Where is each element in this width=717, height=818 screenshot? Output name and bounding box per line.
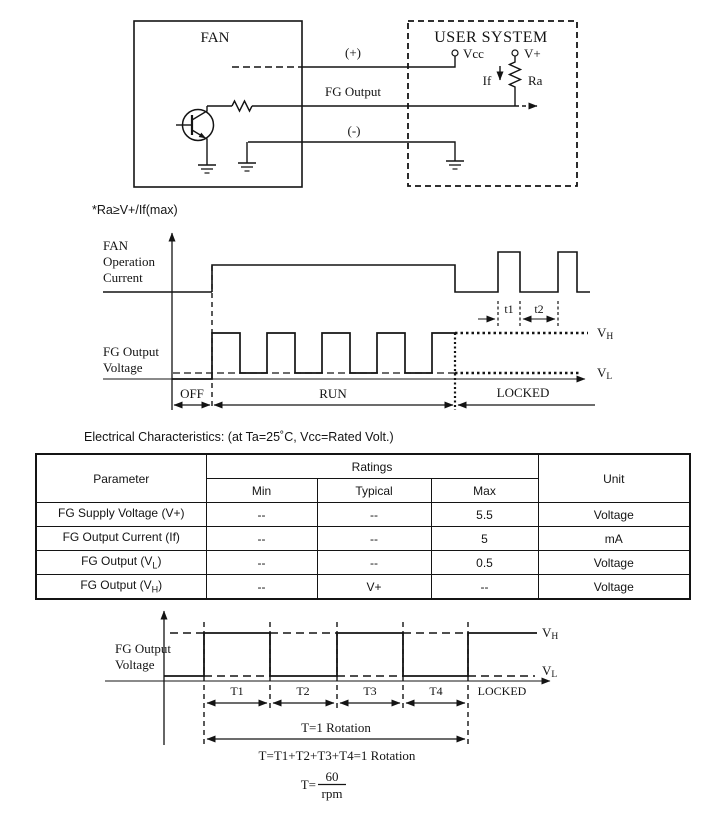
fg-waveform xyxy=(164,633,537,676)
t1-label: t1 xyxy=(504,302,514,316)
t2-period-label: T2 xyxy=(296,684,310,698)
table-row xyxy=(36,575,690,600)
table-title: Electrical Characteristics: (at Ta=25˚C, Vcc=Rated Volt.) xyxy=(84,430,394,444)
vcc-terminal xyxy=(452,50,458,56)
param-cell xyxy=(36,575,206,600)
t1-period-label: T1 xyxy=(230,684,244,698)
vh-label: VH xyxy=(542,625,559,642)
fg-voltage-label-line1: FG Output xyxy=(115,641,171,656)
current-label-line2: Operation xyxy=(103,254,155,269)
max-cell: -- xyxy=(431,575,538,600)
param-text-end: ) xyxy=(157,554,162,569)
table-row xyxy=(36,503,690,527)
min-cell: -- xyxy=(206,575,317,600)
table-row xyxy=(36,551,690,575)
rotation-formula: T=T1+T2+T3+T4=1 Rotation xyxy=(258,748,416,763)
param-cell xyxy=(36,527,206,551)
min-cell: -- xyxy=(206,551,317,575)
electrical-characteristics-table xyxy=(35,453,691,600)
ra-label: Ra xyxy=(528,73,543,88)
run-lock-timing-diagram xyxy=(103,233,613,410)
min-cell: -- xyxy=(206,527,317,551)
vplus-terminal xyxy=(512,50,518,56)
unit-cell: Voltage xyxy=(538,575,690,600)
locked-label: LOCKED xyxy=(496,385,550,400)
locked-label: LOCKED xyxy=(477,684,527,698)
user-system-label: USER SYSTEM xyxy=(434,29,548,46)
run-label: RUN xyxy=(319,386,347,401)
col-header-typical: Typical xyxy=(317,479,431,503)
unit-cell: Voltage xyxy=(538,551,690,575)
rotation-timing-diagram xyxy=(105,611,558,801)
unit-cell: mA xyxy=(538,527,690,551)
param-text: FG Output (V xyxy=(81,554,153,569)
current-label-line1: FAN xyxy=(103,238,129,253)
col-header-min: Min xyxy=(206,479,317,503)
ra-formula-note: *Ra≥V+/If(max) xyxy=(92,203,178,217)
param-cell xyxy=(36,551,206,575)
fg-voltage-label-line2: Voltage xyxy=(115,657,155,672)
param-text: FG Supply Voltage (V+) xyxy=(58,506,185,521)
max-cell: 0.5 xyxy=(431,551,538,575)
param-text-end: ) xyxy=(158,578,163,593)
fraction-numerator: 60 xyxy=(325,769,339,784)
param-text: FG Output Current (If) xyxy=(62,530,180,545)
vcc-label: Vcc xyxy=(463,46,484,61)
unit-cell: Voltage xyxy=(538,503,690,527)
typical-cell: -- xyxy=(317,503,431,527)
vl-label: VL xyxy=(542,663,558,680)
param-cell xyxy=(36,503,206,527)
param-sub: H xyxy=(151,584,159,595)
param-sub: L xyxy=(152,560,158,571)
ground-icon-user-system xyxy=(446,161,464,169)
fraction-denominator: rpm xyxy=(321,786,343,801)
t2-label: t2 xyxy=(534,302,544,316)
col-header-max: Max xyxy=(431,479,538,503)
fg-output-label: FG Output xyxy=(325,84,381,99)
current-waveform xyxy=(212,252,590,292)
typical-cell: V+ xyxy=(317,575,431,600)
fg-voltage-label-line1: FG Output xyxy=(103,344,159,359)
t3-period-label: T3 xyxy=(363,684,377,698)
fan-resistor-icon xyxy=(232,101,252,111)
ra-resistor-icon xyxy=(510,56,521,106)
col-header-unit: Unit xyxy=(538,454,690,503)
minus-label: (-) xyxy=(347,123,361,138)
plus-wire xyxy=(302,56,455,67)
vh-label: VH xyxy=(597,325,614,342)
if-label: If xyxy=(482,73,492,88)
plus-label: (+) xyxy=(345,45,361,60)
fan-label: FAN xyxy=(200,30,230,46)
minus-wire xyxy=(248,142,455,161)
fg-voltage-label-line2: Voltage xyxy=(103,360,143,375)
fg-waveform xyxy=(172,333,455,379)
col-header-ratings: Ratings xyxy=(206,454,538,479)
vplus-label: V+ xyxy=(524,46,541,61)
col-header-parameter: Parameter xyxy=(36,454,206,503)
ground-icon-fan-minus xyxy=(238,163,256,171)
off-label: OFF xyxy=(180,386,204,401)
max-cell: 5 xyxy=(431,527,538,551)
current-label-line3: Current xyxy=(103,270,143,285)
typical-cell: -- xyxy=(317,551,431,575)
max-cell: 5.5 xyxy=(431,503,538,527)
typical-cell: -- xyxy=(317,527,431,551)
emitter-arrow xyxy=(199,133,206,139)
table-row xyxy=(36,527,690,551)
vl-label: VL xyxy=(597,365,613,382)
transistor-icon xyxy=(176,106,214,165)
rotation-span-label: T=1 Rotation xyxy=(301,720,371,735)
min-cell: -- xyxy=(206,503,317,527)
connection-circuit-diagram xyxy=(134,21,577,187)
t4-period-label: T4 xyxy=(429,684,443,698)
ground-icon-fan-emitter xyxy=(198,165,216,173)
t-equals-label: T= xyxy=(300,777,316,792)
period-fraction-formula xyxy=(301,769,346,801)
param-text: FG Output (V xyxy=(80,578,152,593)
